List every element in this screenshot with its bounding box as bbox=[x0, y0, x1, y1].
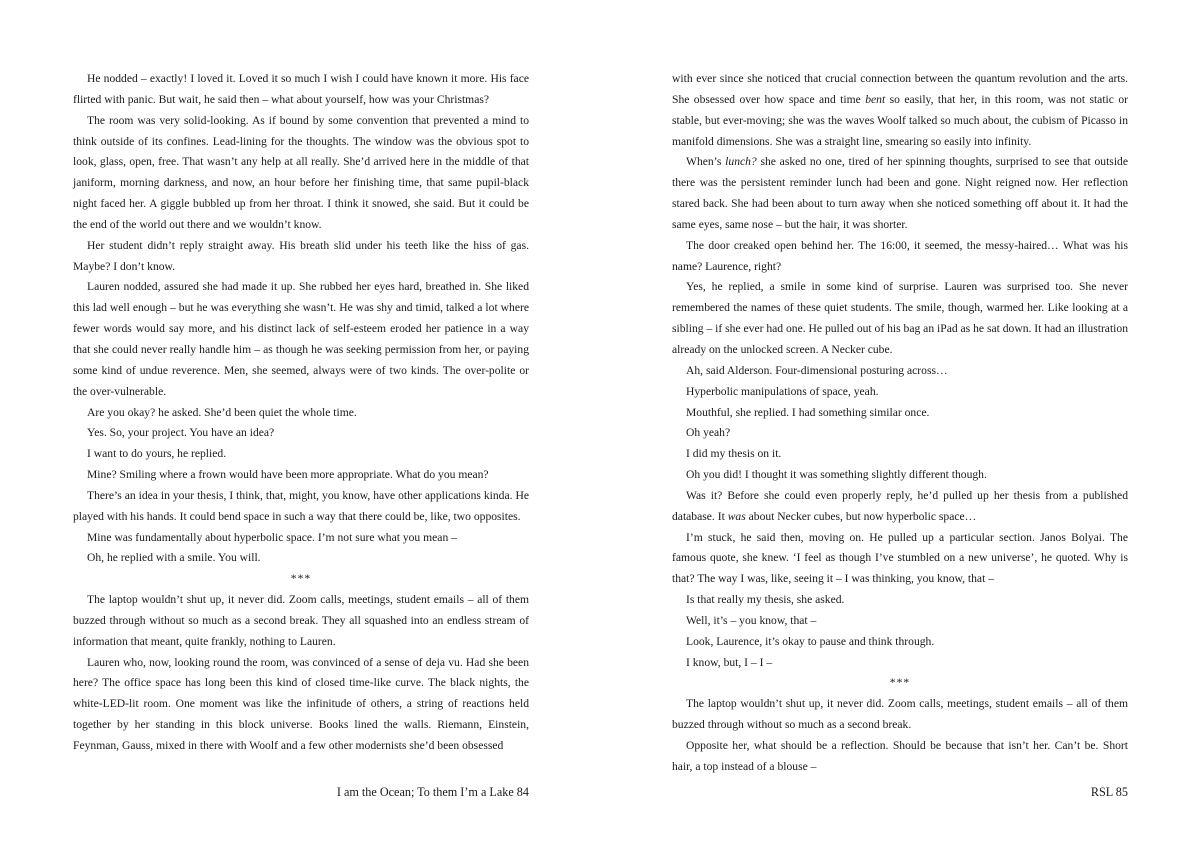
paragraph: Her student didn’t reply straight away. His breath slid under his teeth like the hiss of gas. Maybe? I don’t know. bbox=[73, 238, 529, 273]
text-run: about Necker cubes, but now hyperbolic space… bbox=[745, 509, 977, 523]
paragraph: I’m stuck, he said then, moving on. He pulled up a particular section. Janos Bolyai. The famous quote, she knew. ‘I feel as though I’ve stumbled on a new universe’, he quoted. Why is that? The way I was, like, seeing it – I was thinking, you know, that – bbox=[672, 530, 1128, 586]
paragraph: Yes, he replied, a smile in some kind of surprise. Lauren was surprised too. She never remembered the names of these quiet students. The smile, though, warmed her. Like looking at a sibling – if she ever had one. He pulled out of his bag an iPad as he sat down. It had an illustration already on the unlocked screen. A Necker cube. bbox=[672, 280, 1128, 356]
emphasis: bent bbox=[865, 92, 886, 106]
paragraph: He nodded – exactly! I loved it. Loved it so much I wish I could have known it more. His face flirted with panic. But wait, he said then – what about yourself, how was your Christmas? bbox=[73, 72, 529, 106]
text-run: with ever since she noticed that crucial connection between the quantum revolution and the arts. She obsessed over how space and time bbox=[672, 72, 1128, 106]
right-page bbox=[672, 69, 1128, 809]
scene-break: *** bbox=[889, 676, 911, 690]
paragraph: Lauren who, now, looking round the room, was convinced of a sense of deja vu. Had she been here? The office space has long been this kind of closed time-like curve. The black nights, the white-LED-lit room. One moment was like the infinitude of others, a string of reactions held together by her standing in this block universe. Books lined the walls. Riemann, Einstein, Feynman, Gauss, mixed in there with Woolf and a few other modernists she’d been obsessed bbox=[73, 655, 529, 752]
paragraph: Look, Laurence, it’s okay to pause and think through. bbox=[686, 634, 935, 648]
paragraph: Is that really my thesis, she asked. bbox=[686, 593, 845, 607]
paragraph: Are you okay? he asked. She’d been quiet the whole time. bbox=[87, 405, 357, 419]
paragraph: Hyperbolic manipulations of space, yeah. bbox=[686, 384, 879, 398]
text-run: so easily, that her, in this room, was not static or stable, but ever-moving; she was the waves Woolf talked so much about, the cubism of Picasso in manifold dimensions. She was a straight line, smearing so easily into infinity. bbox=[672, 92, 1128, 148]
paragraph: Oh you did! I thought it was something slightly different though. bbox=[686, 468, 987, 482]
left-page bbox=[73, 69, 529, 809]
paragraph: The laptop wouldn’t shut up, it never did. Zoom calls, meetings, student emails – all of them buzzed through without so much as a second break. bbox=[672, 697, 1128, 732]
paragraph: Ah, said Alderson. Four-dimensional posturing across… bbox=[686, 363, 948, 377]
paragraph: The laptop wouldn’t shut up, it never did. Zoom calls, meetings, student emails – all of them buzzed through without so much as a second break. They all squashed into an endless stream of information that meant, quite frankly, nothing to Lauren. bbox=[73, 593, 529, 648]
paragraph: Well, it’s – you know, that – bbox=[686, 613, 817, 627]
paragraph: The room was very solid-looking. As if bound by some convention that prevented a mind to think outside of its confines. Lead-lining for the thoughts. The window was the obvious spot to look, glass, open, free. That wasn’t any help at all really. She’d arrived here in the middle of that janiform, morning darkness, and now, an hour before her finishing time, that same pupil-black night faced her. A giggle bubbled up from her throat. I think it snowed, she said. But it could be the end of the world out there and we wouldn’t know. bbox=[73, 113, 529, 231]
paragraph: There’s an idea in your thesis, I think, that, might, you know, have other applications kinda. He played with his hands. It could bend space in such a way that there could be, like, two opposites. bbox=[73, 488, 529, 523]
paragraph: I know, but, I – I – bbox=[686, 655, 773, 669]
paragraph: Oh yeah? bbox=[686, 426, 731, 440]
text-run: When’s bbox=[686, 155, 726, 169]
paragraph: Mouthful, she replied. I had something similar once. bbox=[686, 405, 930, 419]
paragraph: I want to do yours, he replied. bbox=[87, 447, 227, 461]
paragraph bbox=[672, 152, 1128, 235]
right-page-footer: RSL 85 bbox=[1090, 785, 1128, 799]
scene-break: *** bbox=[290, 572, 312, 586]
paragraph: Oh, he replied with a smile. You will. bbox=[87, 551, 261, 565]
text-run: she asked no one, tired of her spinning thoughts, surprised to see that outside there was the persistent reminder lunch had been and gone. Night reigned now. Her reflection stared back. She had been about to turn away when she noticed something off about it. It had the same eyes, same nose – but the hair, it was shorter. bbox=[672, 155, 1128, 231]
paragraph: Yes. So, your project. You have an idea? bbox=[87, 426, 275, 440]
paragraph: Lauren nodded, assured she had made it up. She rubbed her eyes hard, breathed in. She liked this lad well enough – but he was everything she wasn’t. He was shy and timid, talked a lot where fewer words would say more, and his distinct lack of self-esteem eroded her patience in a way that she could never really handle him – as though he was seeking permission from her, or paying some kind of undue reverence. Men, she seemed, always were of two kinds. The over-polite or the over-vulnerable. bbox=[73, 280, 529, 398]
paragraph: Mine was fundamentally about hyperbolic space. I’m not sure what you mean – bbox=[87, 530, 457, 544]
emphasis: lunch? bbox=[725, 155, 757, 169]
paragraph: I did my thesis on it. bbox=[686, 447, 782, 461]
paragraph bbox=[672, 69, 1128, 152]
text-run: Was it? Before she could even properly reply, he’d pulled up her thesis from a published database. It bbox=[672, 488, 1128, 523]
paragraph bbox=[672, 486, 1128, 528]
paragraph: Mine? Smiling where a frown would have been more appropriate. What do you mean? bbox=[87, 468, 489, 482]
left-page-footer: I am the Ocean; To them I’m a Lake 84 bbox=[336, 785, 529, 799]
emphasis: was bbox=[727, 509, 746, 523]
paragraph: Opposite her, what should be a reflection. Should be because that isn’t her. Can’t be. Short hair, a top instead of a blouse – bbox=[672, 739, 1128, 773]
paragraph: The door creaked open behind her. The 16:00, it seemed, the messy-haired… What was his name? Laurence, right? bbox=[672, 238, 1128, 273]
